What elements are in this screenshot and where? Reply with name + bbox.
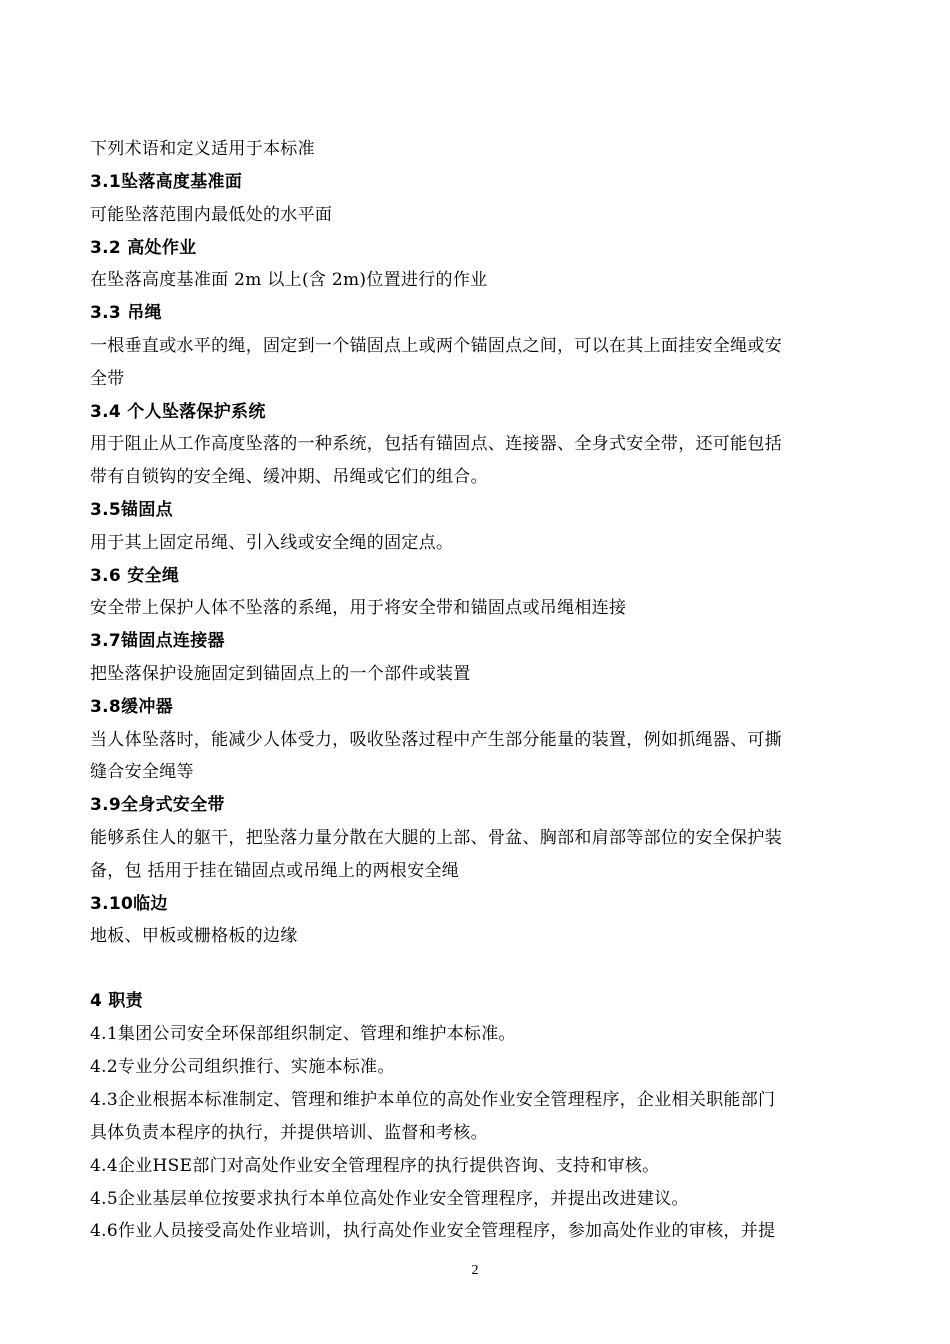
body-line: 备，包 括用于挂在锚固点或吊绳上的两根安全绳 xyxy=(90,861,460,881)
section-heading: 3.5锚固点 xyxy=(90,500,173,520)
section-heading: 3.1坠落高度基准面 xyxy=(90,172,243,192)
section-heading: 3.2 高处作业 xyxy=(90,238,197,258)
body-line: 可能坠落范围内最低处的水平面 xyxy=(90,205,333,225)
section-heading: 3.10临边 xyxy=(90,894,168,914)
body-line: 4.2专业分公司组织推行、实施本标准。 xyxy=(90,1057,395,1077)
section-heading: 3.9全身式安全带 xyxy=(90,795,225,815)
body-line: 地板、甲板或栅格板的边缘 xyxy=(90,926,298,946)
section-heading: 3.6 安全绳 xyxy=(90,566,180,586)
body-line: 4.3企业根据本标准制定、管理和维护本单位的高处作业安全管理程序，企业相关职能部门 xyxy=(90,1090,776,1110)
body-line: 具体负责本程序的执行，并提供培训、监督和考核。 xyxy=(90,1123,488,1143)
body-line: 下列术语和定义适用于本标准 xyxy=(90,139,315,159)
section-heading: 4 职责 xyxy=(90,991,143,1011)
section-heading: 3.7锚固点连接器 xyxy=(90,631,225,651)
section-heading: 3.3 吊绳 xyxy=(90,303,162,323)
body-line: 全带 xyxy=(90,369,125,389)
body-line: 一根垂直或水平的绳，固定到一个锚固点上或两个锚固点之间，可以在其上面挂安全绳或安 xyxy=(90,336,782,356)
body-line: 当人体坠落时，能减少人体受力，吸收坠落过程中产生部分能量的装置，例如抓绳器、可撕 xyxy=(90,730,782,750)
section-heading: 3.8缓冲器 xyxy=(90,697,173,717)
body-line: 在坠落高度基准面 2m 以上(含 2m)位置进行的作业 xyxy=(90,270,488,290)
body-line: 用于其上固定吊绳、引入线或安全绳的固定点。 xyxy=(90,533,454,553)
body-line: 4.1集团公司安全环保部组织制定、管理和维护本标准。 xyxy=(90,1024,516,1044)
body-line: 4.6作业人员接受高处作业培训，执行高处作业安全管理程序，参加高处作业的审核，并提 xyxy=(90,1221,776,1241)
body-line: 安全带上保护人体不坠落的系绳，用于将安全带和锚固点或吊绳相连接 xyxy=(90,598,627,618)
body-line: 带有自锁钩的安全绳、缓冲期、吊绳或它们的组合。 xyxy=(90,467,488,487)
body-line: 把坠落保护设施固定到锚固点上的一个部件或装置 xyxy=(90,664,471,684)
body-line: 用于阻止从工作高度坠落的一种系统，包括有锚固点、连接器、全身式安全带，还可能包括 xyxy=(90,434,782,454)
body-line: 4.5企业基层单位按要求执行本单位高处作业安全管理程序，并提出改进建议。 xyxy=(90,1189,689,1209)
section-heading: 3.4 个人坠落保护系统 xyxy=(90,402,266,422)
body-line: 能够系住人的躯干，把坠落力量分散在大腿的上部、骨盆、胸部和肩部等部位的安全保护装 xyxy=(90,828,782,848)
page-number: 2 xyxy=(471,1263,479,1278)
body-line: 缝合安全绳等 xyxy=(90,762,194,782)
body-line: 4.4企业HSE部门对高处作业安全管理程序的执行提供咨询、支持和审核。 xyxy=(90,1156,660,1176)
